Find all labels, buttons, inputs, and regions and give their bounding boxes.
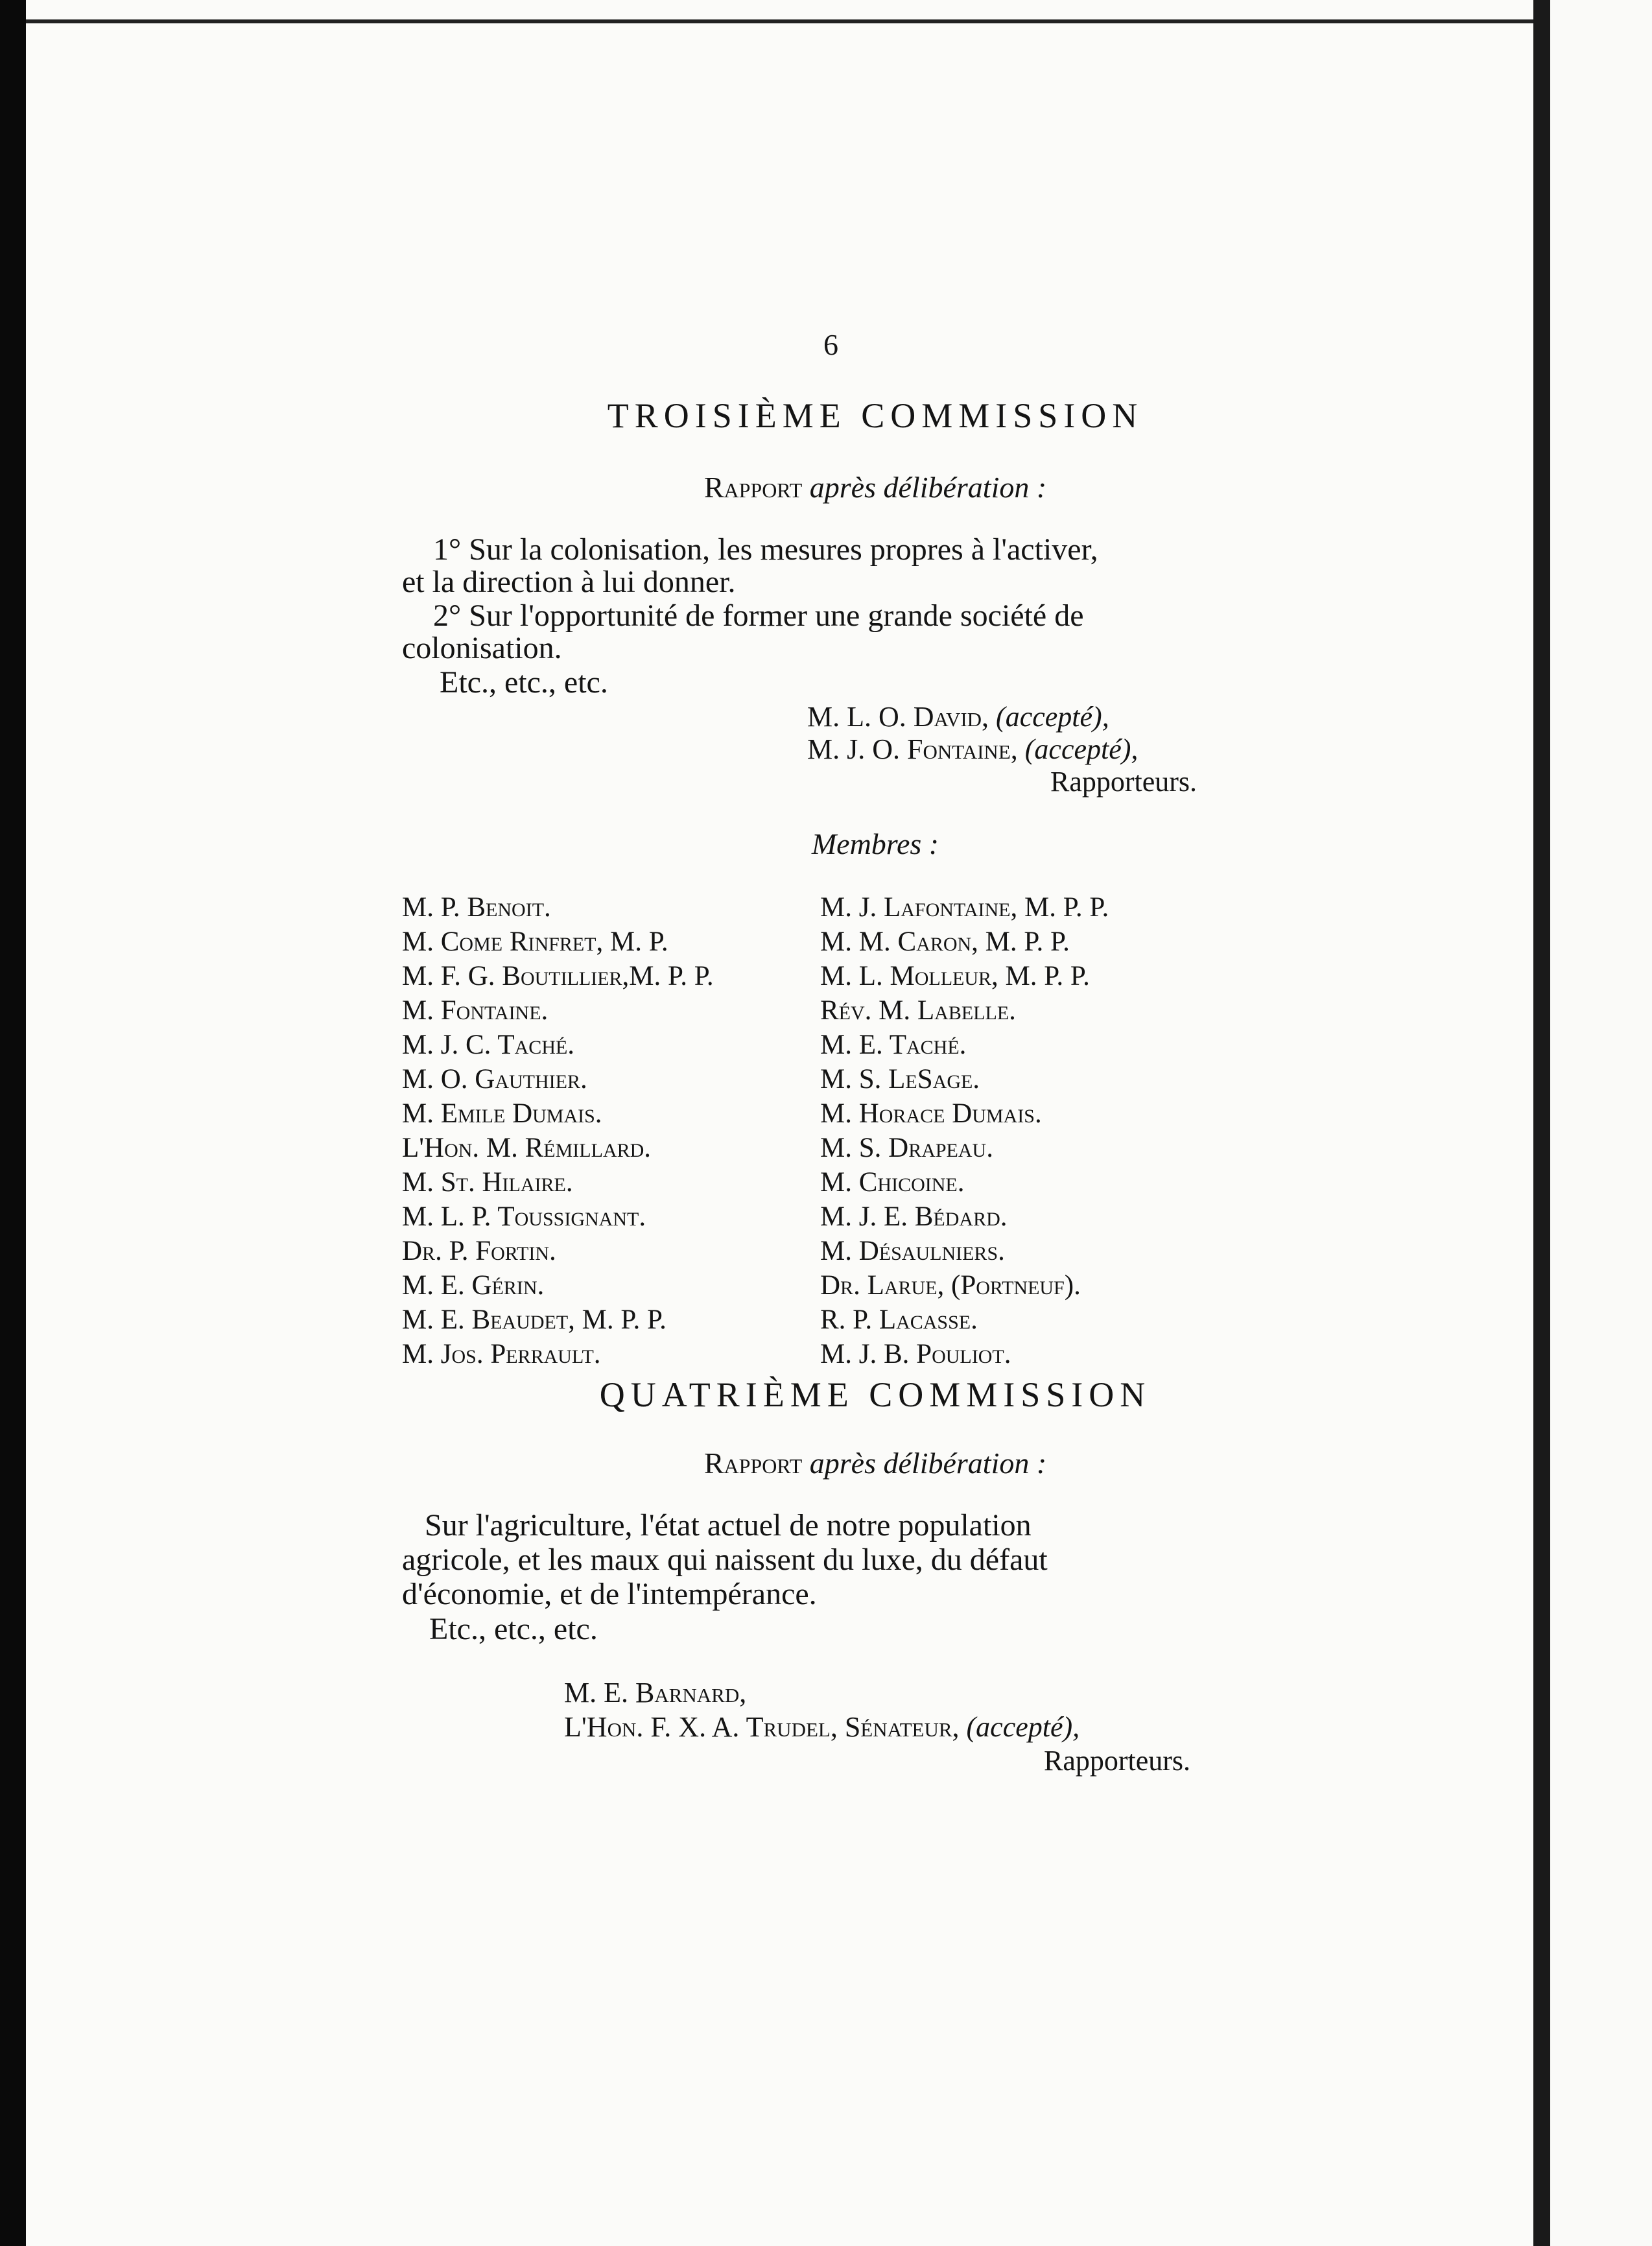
- quatrieme-text-line: agricole, et les maux qui naissent du luxe, du défaut: [402, 1543, 1048, 1577]
- member-right: M. S. LeSage.: [820, 1064, 980, 1094]
- member-left: M. L. P. Toussignant.: [402, 1201, 646, 1232]
- page-gutter-shadow: [1533, 0, 1550, 2246]
- quatrieme-text-line: Sur l'agriculture, l'état actuel de notre population: [425, 1508, 1032, 1543]
- quatrieme-rapporteur: M. E. Barnard,: [564, 1677, 747, 1708]
- troisieme-text-line: et la direction à lui donner.: [402, 565, 736, 599]
- member-left: M. J. C. Taché.: [402, 1030, 575, 1060]
- troisieme-rapporteurs-label: Rapporteurs.: [1050, 766, 1198, 798]
- member-right: R. P. Lacasse.: [820, 1305, 978, 1335]
- member-left: M. St. Hilaire.: [402, 1167, 573, 1198]
- member-right: Rév. M. Labelle.: [820, 995, 1016, 1026]
- rapport-label: Rapport: [703, 471, 803, 504]
- troisieme-rapporteur: M. L. O. David, (accepté),: [807, 701, 1109, 733]
- member-right: M. M. Caron, M. P. P.: [820, 927, 1070, 957]
- quatrieme-commission-title: QUATRIÈME COMMISSION: [599, 1375, 1151, 1414]
- troisieme-rapport-line: [402, 470, 1349, 504]
- troisieme-text-line: 1° Sur la colonisation, les mesures propres à l'activer,: [433, 532, 1098, 567]
- member-left: L'Hon. M. Rémillard.: [402, 1133, 652, 1163]
- quatrieme-rapport-line: [402, 1446, 1349, 1480]
- adjacent-page-edge: [1550, 0, 1652, 2246]
- quatrieme-text-line: d'économie, et de l'intempérance.: [402, 1577, 817, 1611]
- member-left: M. Jos. Perrault.: [402, 1339, 601, 1369]
- rapport-italic: après délibération :: [809, 1447, 1047, 1480]
- document-page: [26, 0, 1537, 2246]
- troisieme-text-line: Etc., etc., etc.: [440, 665, 608, 700]
- member-right: M. J. B. Pouliot.: [820, 1339, 1011, 1369]
- member-left: M. P. Benoit.: [402, 892, 551, 923]
- member-right: Dr. Larue, (Portneuf).: [820, 1270, 1081, 1301]
- quatrieme-rapporteurs-label: Rapporteurs.: [1044, 1745, 1191, 1777]
- member-right: M. Horace Dumais.: [820, 1098, 1042, 1129]
- member-left: M. Emile Dumais.: [402, 1098, 602, 1129]
- quatrieme-rapporteur: L'Hon. F. X. A. Trudel, Sénateur, (accepté),: [564, 1711, 1080, 1743]
- membres-heading: Membres :: [811, 827, 939, 860]
- rapport-italic: après délibération :: [809, 471, 1047, 504]
- member-left: M. Come Rinfret, M. P.: [402, 927, 668, 957]
- member-left: M. E. Gérin.: [402, 1270, 545, 1301]
- troisieme-commission-title: TROISIÈME COMMISSION: [607, 396, 1144, 435]
- member-left: Dr. P. Fortin.: [402, 1236, 556, 1266]
- member-left: M. Fontaine.: [402, 995, 549, 1026]
- member-right: M. J. E. Bédard.: [820, 1201, 1008, 1232]
- member-right: M. Chicoine.: [820, 1167, 965, 1198]
- member-left: M. E. Beaudet, M. P. P.: [402, 1305, 667, 1335]
- member-left: M. O. Gauthier.: [402, 1064, 587, 1094]
- troisieme-text-line: 2° Sur l'opportunité de former une grande société de: [433, 598, 1084, 633]
- rapport-label: Rapport: [703, 1447, 803, 1480]
- member-right: M. L. Molleur, M. P. P.: [820, 961, 1090, 991]
- member-left: M. F. G. Boutillier,M. P. P.: [402, 961, 714, 991]
- member-right: M. S. Drapeau.: [820, 1133, 993, 1163]
- quatrieme-text-line: Etc., etc., etc.: [429, 1612, 598, 1646]
- page-top-rule: [26, 19, 1537, 23]
- troisieme-rapporteur: M. J. O. Fontaine, (accepté),: [807, 733, 1139, 765]
- page-number: 6: [823, 328, 838, 361]
- member-right: M. Désaulniers.: [820, 1236, 1005, 1266]
- member-right: M. J. Lafontaine, M. P. P.: [820, 892, 1109, 923]
- troisieme-text-line: colonisation.: [402, 631, 562, 665]
- member-right: M. E. Taché.: [820, 1030, 967, 1060]
